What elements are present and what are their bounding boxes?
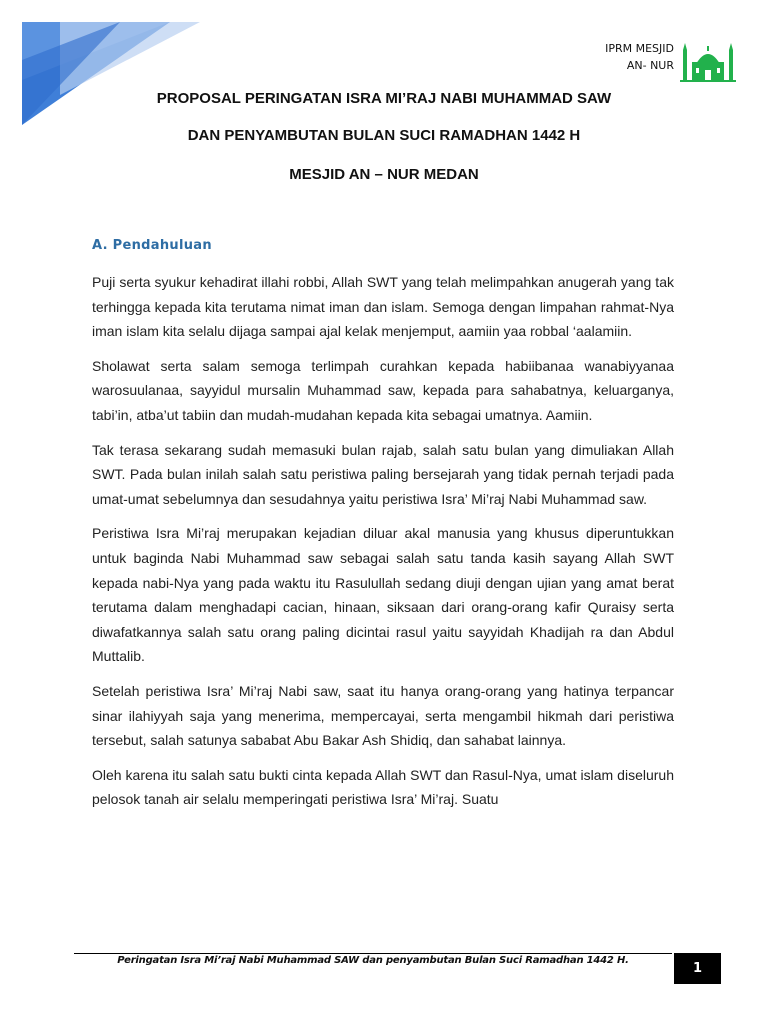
org-name-line2: AN- NUR bbox=[626, 59, 674, 72]
corner-decoration bbox=[0, 0, 200, 130]
section-heading: A. Pendahuluan bbox=[92, 238, 212, 253]
document-title-line1: PROPOSAL PERINGATAN ISRA MI’RAJ NABI MUHAMMAD SAW bbox=[156, 90, 612, 107]
document-title-line3: MESJID AN – NUR MEDAN bbox=[289, 166, 479, 183]
document-title-line2: DAN PENYAMBUTAN BULAN SUCI RAMADHAN 1442 H bbox=[187, 127, 581, 144]
paragraph: Peristiwa Isra Mi’raj merupakan kejadian diluar akal manusia yang khusus diperuntukkan untuk baginda Nabi Muhammad saw sebagai salah satu tanda kasih sayang Allah SWT kepada nabi-Nya yang pada waktu itu Rasulullah sedang diuji dengan ujian yang amat berat terutama dalam menghadapi cacian, hinaan, siksaan dari orang-orang kafir Quraisy serta diwafatkannya salah satu orang paling dicintai rasul yaitu sayyidah Khadijah ra dan Abdul Muttalib. bbox=[92, 525, 674, 665]
mosque-icon bbox=[680, 40, 736, 82]
header-org bbox=[605, 40, 736, 82]
paragraph: Oleh karena itu salah satu bukti cinta kepada Allah SWT dan Rasul-Nya, umat islam diseluruh pelosok tanah air selalu memperingati peristiwa Isra’ Mi’raj. Suatu bbox=[92, 766, 674, 808]
paragraph: Sholawat serta salam semoga terlimpah curahkan kepada habiibanaa wanabiyyanaa warosuulanaa, sayyidul mursalin Muhammad saw, kepada para sahabatnya, keluarganya, tabi’in, atba’ut tabiin dan mudah-mudahan kepada kita sebagai umatnya. Aamiin. bbox=[92, 357, 674, 423]
paragraph: Puji serta syukur kehadirat illahi robbi, Allah SWT yang telah melimpahkan anugerah yang tak terhingga kepada kita terutama nimat iman dan islam. Semoga dengan limpahan rahmat-Nya iman islam kita selalu dijaga sampai ajal kelak menjemput, aamiin yaa robbal ‘aalamiin. bbox=[92, 274, 674, 340]
footer-text: Peringatan Isra Mi’raj Nabi Muhammad SAW dan penyambutan Bulan Suci Ramadhan 1442 H. bbox=[117, 955, 629, 966]
footer-divider bbox=[74, 953, 672, 954]
section-body bbox=[92, 270, 674, 822]
page-number: 1 bbox=[674, 953, 721, 984]
paragraph: Tak terasa sekarang sudah memasuki bulan rajab, salah satu bulan yang dimuliakan Allah SWT. Pada bulan inilah salah satu peristiwa paling bersejarah yang tidak pernah terjadi pada umat-umat sebelumnya dan sesudahnya yaitu peristiwa Isra’ Mi’raj Nabi Muhammad saw. bbox=[92, 441, 674, 507]
paragraph: Setelah peristiwa Isra’ Mi’raj Nabi saw, saat itu hanya orang-orang yang hatinya terpancar sinar ilahiyyah saja yang menerima, mempercayai, serta mengambil hikmah dari peristiwa tersebut, salah satunya sababat Abu Bakar Ash Shidiq, dan sahabat lainnya. bbox=[92, 682, 674, 749]
org-name-line1: IPRM MESJID bbox=[605, 42, 674, 55]
